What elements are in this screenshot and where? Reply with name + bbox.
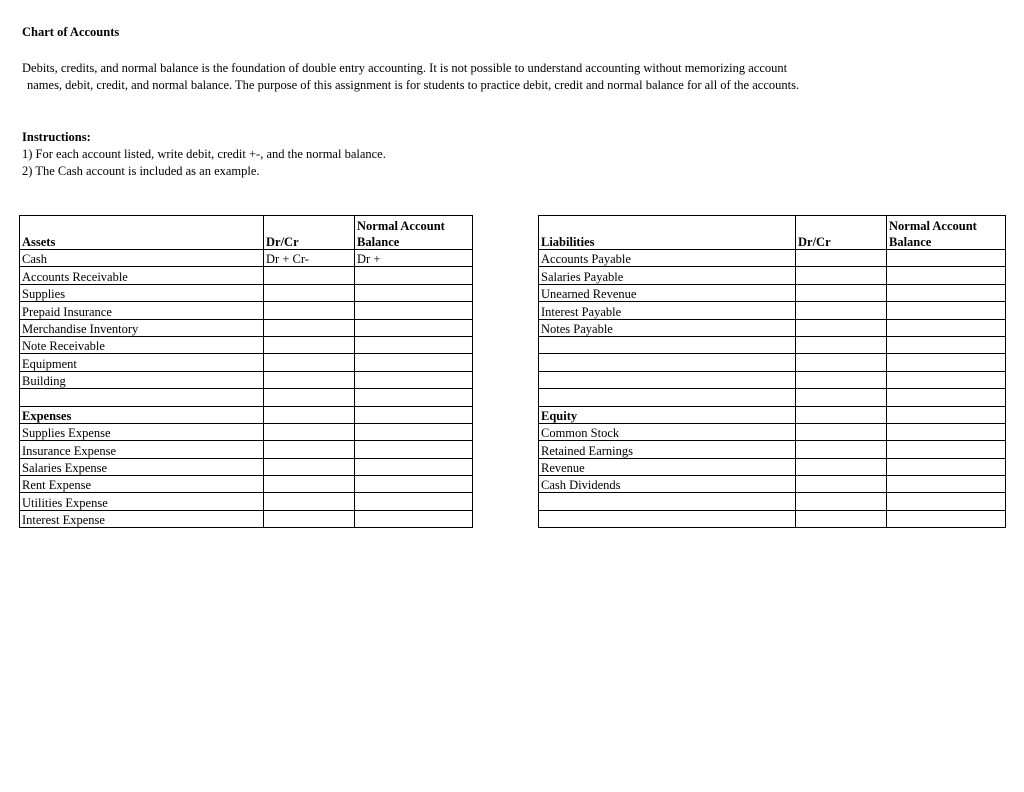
cell-dr-cr[interactable] bbox=[264, 389, 355, 406]
header-top-account bbox=[539, 216, 796, 234]
cell-normal-balance[interactable] bbox=[887, 354, 1006, 371]
table-row bbox=[20, 371, 473, 388]
cell-account: Cash Dividends bbox=[539, 476, 796, 493]
cell-account: Equity bbox=[539, 406, 796, 423]
cell-normal-balance[interactable] bbox=[355, 336, 473, 353]
cell-normal-balance[interactable] bbox=[887, 441, 1006, 458]
header-dr-cr: Dr/Cr bbox=[264, 233, 355, 250]
table-row bbox=[539, 319, 1006, 336]
cell-dr-cr[interactable] bbox=[796, 302, 887, 319]
table-row bbox=[20, 476, 473, 493]
header-account: Liabilities bbox=[539, 233, 796, 250]
cell-account: Equipment bbox=[20, 354, 264, 371]
cell-normal-balance[interactable] bbox=[887, 476, 1006, 493]
cell-normal-balance[interactable] bbox=[887, 250, 1006, 267]
cell-normal-balance[interactable] bbox=[355, 423, 473, 440]
cell-account bbox=[539, 371, 796, 388]
table-row bbox=[539, 423, 1006, 440]
header-row bbox=[539, 233, 1006, 250]
table-row bbox=[539, 476, 1006, 493]
header-top-account bbox=[20, 216, 264, 234]
cell-normal-balance[interactable] bbox=[887, 493, 1006, 510]
instructions bbox=[22, 129, 386, 180]
table-row bbox=[539, 250, 1006, 267]
table-row bbox=[539, 458, 1006, 475]
cell-dr-cr[interactable] bbox=[796, 458, 887, 475]
cell-dr-cr[interactable] bbox=[796, 371, 887, 388]
table-row bbox=[20, 441, 473, 458]
table-row bbox=[20, 336, 473, 353]
cell-normal-balance[interactable] bbox=[355, 389, 473, 406]
header-top-normal-balance: Normal Account bbox=[355, 216, 473, 234]
instructions-heading: Instructions: bbox=[22, 130, 91, 144]
table-row bbox=[539, 510, 1006, 527]
header-top-dr-cr bbox=[264, 216, 355, 234]
cell-account bbox=[539, 493, 796, 510]
table-row bbox=[20, 284, 473, 301]
cell-dr-cr[interactable] bbox=[264, 371, 355, 388]
table-row bbox=[20, 354, 473, 371]
table-row bbox=[539, 493, 1006, 510]
cell-account: Prepaid Insurance bbox=[20, 302, 264, 319]
liabilities-equity-table bbox=[538, 215, 1006, 528]
table-row bbox=[539, 284, 1006, 301]
header-top-normal-balance: Normal Account bbox=[887, 216, 1006, 234]
table-row bbox=[20, 423, 473, 440]
cell-dr-cr[interactable] bbox=[796, 423, 887, 440]
cell-dr-cr[interactable] bbox=[264, 493, 355, 510]
cell-normal-balance[interactable] bbox=[355, 284, 473, 301]
instruction-item-1: 1) For each account listed, write debit, credit +-, and the normal balance. bbox=[22, 147, 386, 161]
cell-account: Supplies Expense bbox=[20, 423, 264, 440]
page-title: Chart of Accounts bbox=[22, 25, 120, 39]
cell-account bbox=[20, 389, 264, 406]
table-row bbox=[20, 267, 473, 284]
table-row bbox=[20, 250, 473, 267]
cell-dr-cr[interactable] bbox=[264, 354, 355, 371]
table-row bbox=[539, 371, 1006, 388]
cell-normal-balance[interactable] bbox=[355, 493, 473, 510]
cell-normal-balance[interactable] bbox=[355, 354, 473, 371]
cell-normal-balance[interactable] bbox=[355, 302, 473, 319]
header-normal-balance: Balance bbox=[355, 233, 473, 250]
cell-normal-balance[interactable] bbox=[355, 267, 473, 284]
cell-normal-balance[interactable] bbox=[887, 389, 1006, 406]
cell-normal-balance[interactable] bbox=[887, 319, 1006, 336]
table-row bbox=[539, 441, 1006, 458]
table-row bbox=[539, 267, 1006, 284]
cell-normal-balance[interactable] bbox=[355, 319, 473, 336]
header-normal-balance: Balance bbox=[887, 233, 1006, 250]
cell-dr-cr[interactable] bbox=[796, 319, 887, 336]
cell-account: Salaries Payable bbox=[539, 267, 796, 284]
table-row bbox=[20, 319, 473, 336]
cell-dr-cr[interactable] bbox=[796, 476, 887, 493]
cell-dr-cr[interactable] bbox=[264, 284, 355, 301]
cell-normal-balance[interactable] bbox=[355, 510, 473, 527]
table-row bbox=[20, 389, 473, 406]
cell-dr-cr[interactable] bbox=[264, 302, 355, 319]
cell-normal-balance[interactable] bbox=[887, 371, 1006, 388]
instruction-item-2: 2) The Cash account is included as an example. bbox=[22, 164, 260, 178]
cell-normal-balance[interactable] bbox=[887, 302, 1006, 319]
cell-dr-cr[interactable] bbox=[264, 441, 355, 458]
header-dr-cr: Dr/Cr bbox=[796, 233, 887, 250]
cell-account: Expenses bbox=[20, 406, 264, 423]
cell-normal-balance[interactable] bbox=[355, 406, 473, 423]
cell-dr-cr[interactable] bbox=[796, 250, 887, 267]
cell-dr-cr[interactable] bbox=[264, 267, 355, 284]
cell-account: Salaries Expense bbox=[20, 458, 264, 475]
cell-normal-balance[interactable] bbox=[355, 441, 473, 458]
cell-dr-cr[interactable] bbox=[796, 406, 887, 423]
header-row-top bbox=[20, 216, 473, 234]
cell-account: Utilities Expense bbox=[20, 493, 264, 510]
cell-dr-cr[interactable] bbox=[796, 441, 887, 458]
cell-normal-balance[interactable] bbox=[355, 476, 473, 493]
cell-account: Interest Payable bbox=[539, 302, 796, 319]
header-row bbox=[20, 233, 473, 250]
cell-normal-balance[interactable] bbox=[355, 458, 473, 475]
cell-normal-balance[interactable] bbox=[887, 458, 1006, 475]
cell-account: Notes Payable bbox=[539, 319, 796, 336]
intro-line-2: names, debit, credit, and normal balance. The purpose of this assignment is for students to practice debit, credit and normal balance for all of the accounts. bbox=[27, 78, 800, 92]
cell-normal-balance[interactable]: Dr + bbox=[355, 250, 473, 267]
cell-normal-balance[interactable] bbox=[887, 510, 1006, 527]
table-row bbox=[20, 510, 473, 527]
cell-dr-cr[interactable] bbox=[264, 510, 355, 527]
cell-account: Insurance Expense bbox=[20, 441, 264, 458]
cell-dr-cr[interactable] bbox=[796, 336, 887, 353]
intro-paragraph bbox=[22, 60, 1002, 94]
cell-account: Accounts Payable bbox=[539, 250, 796, 267]
cell-account bbox=[539, 389, 796, 406]
cell-dr-cr[interactable]: Dr + Cr- bbox=[264, 250, 355, 267]
assets-expenses-table bbox=[19, 215, 473, 528]
cell-dr-cr[interactable] bbox=[796, 267, 887, 284]
cell-dr-cr[interactable] bbox=[264, 406, 355, 423]
cell-account: Building bbox=[20, 371, 264, 388]
cell-dr-cr[interactable] bbox=[264, 458, 355, 475]
cell-account: Common Stock bbox=[539, 423, 796, 440]
header-account: Assets bbox=[20, 233, 264, 250]
cell-account: Unearned Revenue bbox=[539, 284, 796, 301]
cell-normal-balance[interactable] bbox=[887, 406, 1006, 423]
cell-account: Retained Earnings bbox=[539, 441, 796, 458]
table-row bbox=[539, 354, 1006, 371]
cell-account bbox=[539, 336, 796, 353]
cell-account: Cash bbox=[20, 250, 264, 267]
table-row bbox=[20, 406, 473, 423]
cell-account: Revenue bbox=[539, 458, 796, 475]
cell-dr-cr[interactable] bbox=[796, 510, 887, 527]
table-row bbox=[539, 336, 1006, 353]
cell-dr-cr[interactable] bbox=[264, 476, 355, 493]
cell-account: Interest Expense bbox=[20, 510, 264, 527]
cell-account: Merchandise Inventory bbox=[20, 319, 264, 336]
intro-line-1: Debits, credits, and normal balance is the foundation of double entry accounting. It is not possible to understand accounting without memorizing account bbox=[22, 61, 788, 75]
cell-account: Rent Expense bbox=[20, 476, 264, 493]
cell-normal-balance[interactable] bbox=[887, 267, 1006, 284]
cell-dr-cr[interactable] bbox=[264, 423, 355, 440]
table-row bbox=[20, 458, 473, 475]
table-row bbox=[539, 389, 1006, 406]
cell-dr-cr[interactable] bbox=[796, 493, 887, 510]
header-top-dr-cr bbox=[796, 216, 887, 234]
cell-normal-balance[interactable] bbox=[887, 336, 1006, 353]
cell-account: Supplies bbox=[20, 284, 264, 301]
cell-dr-cr[interactable] bbox=[796, 284, 887, 301]
cell-normal-balance[interactable] bbox=[355, 371, 473, 388]
cell-dr-cr[interactable] bbox=[796, 389, 887, 406]
table-row bbox=[20, 302, 473, 319]
cell-account bbox=[539, 510, 796, 527]
cell-account: Accounts Receivable bbox=[20, 267, 264, 284]
cell-normal-balance[interactable] bbox=[887, 423, 1006, 440]
table-row bbox=[539, 406, 1006, 423]
cell-account bbox=[539, 354, 796, 371]
cell-normal-balance[interactable] bbox=[887, 284, 1006, 301]
cell-dr-cr[interactable] bbox=[796, 354, 887, 371]
cell-dr-cr[interactable] bbox=[264, 319, 355, 336]
header-row-top bbox=[539, 216, 1006, 234]
table-row bbox=[20, 493, 473, 510]
cell-account: Note Receivable bbox=[20, 336, 264, 353]
cell-dr-cr[interactable] bbox=[264, 336, 355, 353]
table-row bbox=[539, 302, 1006, 319]
